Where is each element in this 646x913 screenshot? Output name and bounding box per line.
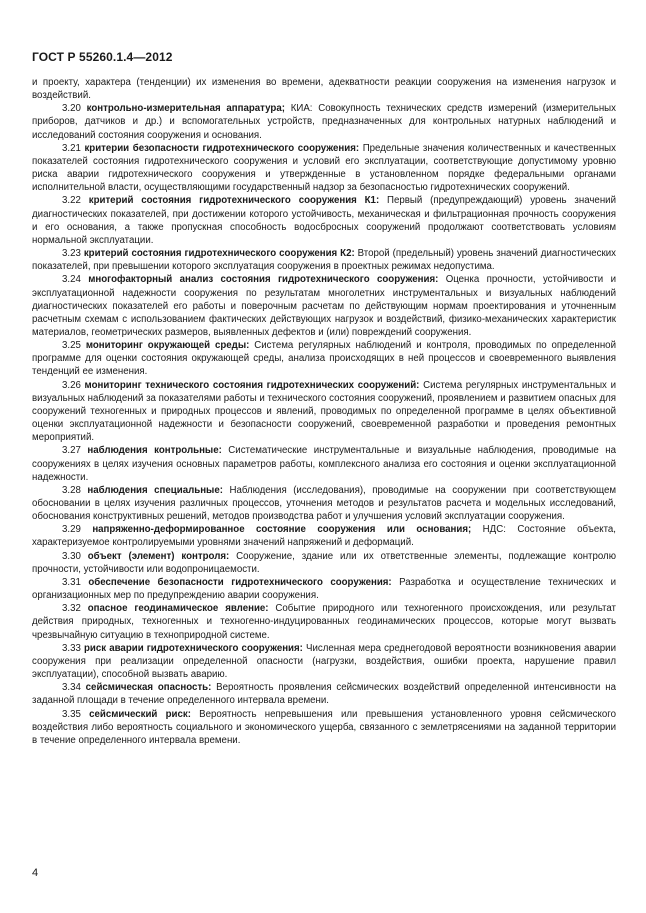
entry-definition: Сооружение, здание или их ответственные элементы, подлежащие контролю прочности, устойчивости или водопроницаемости. [32,550,616,575]
entry-term: обеспечение безопасности гидротехнического сооружения: [88,576,392,588]
entry-term: наблюдения специальные: [87,484,223,496]
entry-number: 3.30 [62,550,81,562]
entry-definition: Вероятность непревышения или превышения установленного уровня сейсмического воздействия либо вероятность социального и экономического ущерба, связанного с землетрясениями на заданной территории в течение определенного интервала времени. [32,708,616,746]
entry-definition: Предельные значения количественных и качественных показателей состояния гидротехнического сооружения и условий его эксплуатации, соответствующие допустимому уровню риска аварии гидротехнического сооружения и утвержденные в установленном порядке федеральными органами исполнительной власти, осуществляющими государственный надзор за безопасностью гидротехнических сооружений. [32,142,616,194]
entry-term: контрольно-измерительная аппаратура; [86,103,285,115]
intro-paragraph: и проекту, характера (тенденции) их изменения во времени, адекватности реакции сооружения на изменения нагрузок и воздействий. [32,77,616,102]
entry-term: сейсмический риск: [89,708,191,720]
document-header: ГОСТ Р 55260.1.4—2012 [32,50,173,64]
entry-definition: Систематические инструментальные и визуальные наблюдения, проводимые на сооружениях в целях изучения основных параметров работы, комплексного анализа его состояния и оценки эксплуатационной надежности. [32,445,616,483]
entry-definition: Второй (предельный) уровень значений диагностических показателей, при превышении которого эксплуатация сооружения в проектных режимах недопустима. [32,248,616,273]
definition-entry [32,379,616,445]
entry-number: 3.28 [62,484,81,496]
entry-term: мониторинг окружающей среды: [85,340,250,352]
definition-entry [32,602,616,641]
entry-number: 3.22 [62,195,81,207]
entry-definition: Оценка прочности, устойчивости и эксплуатационной надежности сооружения по результатам многолетних инструментальных и визуальных наблюдений диагностических показателей его работы и поверочным расчетам по действующим нормам проектирования и уточненным расчетным схемам с использованием фактических действующих нагрузок и воздействий, физико-механических характеристик материалов, геометрических размеров, выявленных дефектов и (или) повреждений сооружения. [32,274,616,338]
entry-number: 3.23 [62,248,81,260]
entry-term: критерий состояния гидротехнического сооружения К1: [88,195,380,207]
definition-entry [32,102,616,141]
definition-entry [32,642,616,681]
definition-entry [32,444,616,483]
definition-entry [32,247,616,273]
entry-definition: Система регулярных инструментальных и визуальных наблюдений за показателями работы и технического состояния сооружений, проявлением и развитием опасных для сооружений техногенных и природных процессов и явлений, проводимых по определенной программе в целях объективной оценки эксплуатационной надежности и безопасности сооружений, своевременной разработки и проведения ремонтных мероприятий. [32,379,616,444]
definition-entry [32,550,616,576]
document-body [32,76,616,747]
definition-entry [32,339,616,378]
entry-number: 3.24 [62,274,81,286]
entry-term: риск аварии гидротехнического сооружения: [83,642,303,654]
entry-number: 3.26 [62,379,81,391]
entry-definition: Вероятность проявления сейсмических воздействий определенной интенсивности на заданной площади в течение определенного интервала времени. [32,682,616,707]
definition-entry [32,273,616,339]
entry-number: 3.35 [62,708,81,720]
entry-term: многофакторный анализ состояния гидротехнического сооружения: [88,274,439,286]
entry-number: 3.25 [62,340,81,352]
entry-term: сейсмическая опасность: [85,682,212,694]
entry-term: объект (элемент) контроля: [87,550,230,562]
entry-number: 3.34 [62,682,81,694]
entry-number: 3.20 [62,103,81,115]
entry-term: критерии безопасности гидротехнического сооружения: [84,142,360,154]
entry-term: напряженно-деформированное состояние сооружения или основания; [92,524,472,536]
entry-number: 3.31 [62,576,81,588]
definition-entry [32,681,616,707]
definition-entry [32,142,616,195]
entry-definition: Событие природного или техногенного происхождения, или результат действия природных, техногенных и техногенно-индуцированных геодинамических процессов, которые могут вызвать чрезвычайную ситуацию в техноприродной системе. [32,603,616,641]
definition-entry [32,484,616,523]
entry-definition: Наблюдения (исследования), проводимые на сооружении при соответствующем обосновании в целях изучения различных процессов, уточнения методов и результатов расчета и модельных исследований, обоснования конструктивных решений, методов производства работ и улучшения условий эксплуатации сооружения. [32,484,616,523]
entry-term: мониторинг технического состояния гидротехнических сооружений: [84,379,420,391]
definition-entry [32,194,616,247]
definition-entry [32,576,616,602]
entry-term: опасное геодинамическое явление: [87,603,269,615]
entry-definition: Первый (предупреждающий) уровень значений диагностических показателей, при достижении которого устойчивость, механическая и фильтрационная прочность сооружения и его основания, а также пропускная способность водосбросных сооружений продолжают соответствовать условиям нормальной эксплуатации. [32,195,616,246]
definition-entry [32,708,616,747]
page-number: 4 [32,867,39,879]
entry-number: 3.27 [62,445,81,457]
entry-number: 3.33 [62,642,81,654]
entry-number: 3.21 [62,142,81,154]
entry-number: 3.32 [62,603,81,615]
definitions-list [32,102,616,747]
entry-definition: НДС: Состояние объекта, характеризуемое контролируемыми уровнями значений напряжений и деформаций. [32,524,616,549]
entry-definition: Система регулярных наблюдений и контроля, проводимых по определенной программе для оценки состояния окружающей среды, анализа происходящих в ней процессов и своевременного выявления тенденций ее изменения. [32,340,616,378]
entry-number: 3.29 [62,524,81,536]
entry-term: наблюдения контрольные: [87,445,222,457]
entry-definition: Разработка и осуществление технических и организационных мер по предупреждению аварии сооружения. [32,576,617,602]
entry-definition: КИА: Совокупность технических средств измерений (измерительных приборов, датчиков и др.) и вспомогательных устройств, предназначенных для контрольных натурных наблюдений и исследований состояния сооружения и основания. [32,103,616,141]
definition-entry [32,523,616,549]
entry-term: критерий состояния гидротехнического сооружения К2: [83,248,355,260]
entry-definition: Численная мера среднегодовой вероятности возникновения аварии сооружения при реализации определенной опасности (нагрузки, воздействия, ошибки проекта, нарушение правил эксплуатации), способной вызвать аварию. [32,642,616,681]
